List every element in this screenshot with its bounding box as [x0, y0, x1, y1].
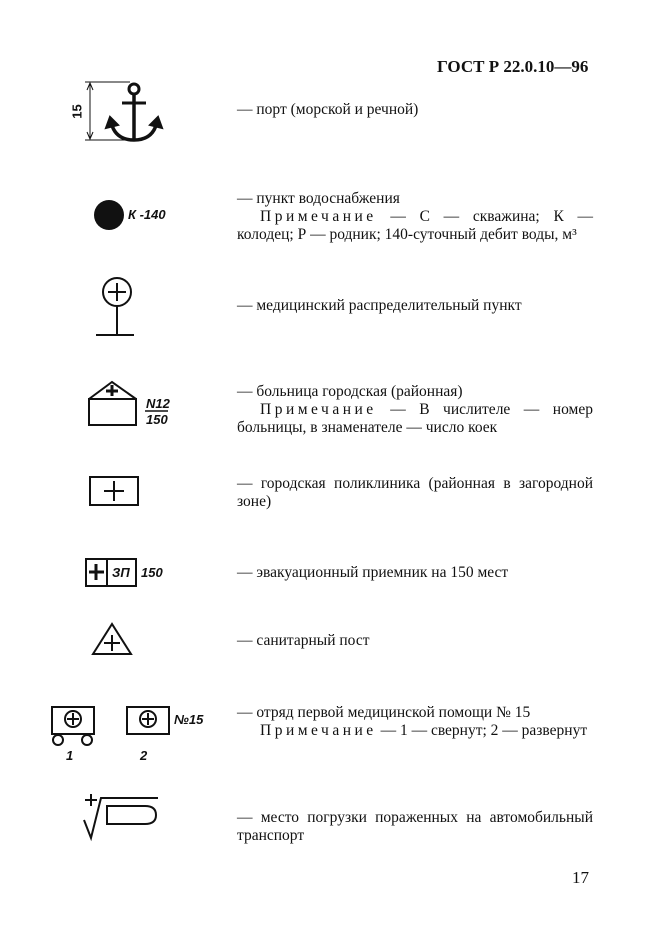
anchor-dimension: 15 [69, 104, 85, 119]
variant-2-label: 2 [140, 748, 148, 763]
entry-sanitary-post [237, 632, 593, 650]
entry-text: — городская поликлиника (районная в загородной зоне) [237, 475, 593, 510]
hospital-beds: 150 [146, 412, 168, 427]
note-label: Примечание [260, 722, 377, 739]
entry-text: — порт (морской и речной) [237, 101, 419, 118]
water-point-icon [94, 200, 124, 230]
first-aid-unit-deployed-icon [127, 707, 169, 734]
entry-medical-point [237, 297, 593, 315]
entry-text: — санитарный пост [237, 632, 370, 649]
note-text: — 1 — свернут; 2 — развернут [376, 722, 588, 739]
entry-text: — отряд первой медицинской помощи № 15 [237, 704, 531, 721]
entry-loading-place [237, 809, 593, 845]
note-text: — В числителе — номер больницы, в знаменателе — число коек [237, 401, 593, 436]
entry-text: — больница городская (районная) [237, 383, 463, 400]
first-aid-unit-number: №15 [174, 712, 204, 727]
entry-polyclinic [237, 475, 593, 511]
entry-hospital [237, 383, 593, 437]
entry-port [237, 101, 593, 119]
water-point-label: К -140 [128, 207, 166, 222]
note-label: Примечание [260, 401, 377, 418]
evac-count: 150 [141, 565, 163, 580]
vehicle-loading-icon [84, 794, 158, 838]
entry-text: — медицинский распределительный пункт [237, 297, 522, 314]
sanitary-post-icon [93, 624, 131, 654]
page-number: 17 [572, 868, 589, 887]
entry-first-aid-unit [237, 704, 593, 740]
evac-label: ЗП [112, 565, 130, 580]
note-text: — С — скважина; К — колодец; Р — родник; 140-суточный дебит воды, м³ [237, 208, 593, 243]
variant-1-label: 1 [66, 748, 74, 763]
first-aid-unit-collapsed-icon [52, 707, 94, 745]
entry-text: — пункт водоснабжения [237, 190, 400, 207]
note-label: Примечание [260, 208, 377, 225]
entry-evacuation [237, 564, 593, 582]
polyclinic-icon [90, 477, 138, 505]
anchor-icon [85, 82, 162, 140]
hospital-number: N12 [146, 396, 170, 411]
entry-text: — эвакуационный приемник на 150 мест [237, 564, 509, 581]
medical-distribution-icon [96, 278, 134, 335]
entry-water-supply [237, 190, 593, 244]
standard-header: ГОСТ Р 22.0.10—96 [437, 57, 589, 76]
entry-text: — место погрузки пораженных на автомобильный транспорт [237, 809, 593, 844]
